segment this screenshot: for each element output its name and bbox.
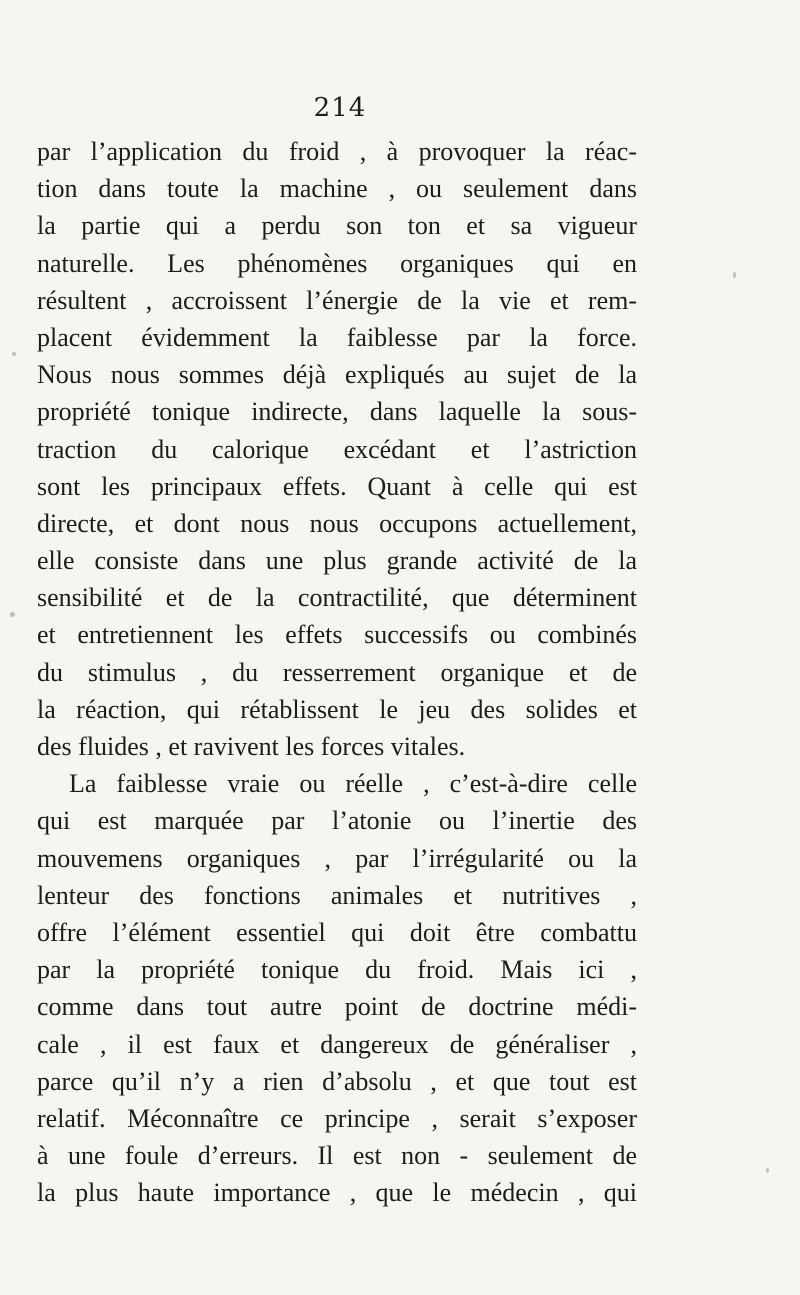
text-line: qui est marquée par l’atonie ou l’inertie des bbox=[37, 806, 637, 836]
paper-speck bbox=[733, 272, 736, 278]
paper-speck bbox=[10, 612, 15, 617]
text-line: du stimulus , du resserrement organique et de bbox=[37, 657, 637, 687]
text-line: cale , il est faux et dangereux de généraliser , bbox=[37, 1029, 637, 1059]
text-line: mouvemens organiques , par l’irrégularité ou la bbox=[37, 843, 637, 873]
text-line: placent évidemment la faiblesse par la force. bbox=[37, 322, 637, 352]
text-line: résultent , accroissent l’énergie de la vie et rem- bbox=[37, 285, 637, 315]
text-line: traction du calorique excédant et l’astriction bbox=[37, 434, 637, 464]
text-line: tion dans toute la machine , ou seulement dans bbox=[37, 174, 637, 204]
paper-speck bbox=[12, 352, 16, 356]
text-line: par la propriété tonique du froid. Mais ici , bbox=[37, 955, 637, 985]
text-line: sont les principaux effets. Quant à celle qui est bbox=[37, 471, 637, 501]
text-line: Nous nous sommes déjà expliqués au sujet de la bbox=[37, 360, 637, 390]
text-line: par l’application du froid , à provoquer la réac- bbox=[37, 137, 637, 166]
text-line: des fluides , et ravivent les forces vitales. bbox=[37, 732, 466, 761]
paper-speck bbox=[766, 1168, 769, 1173]
text-line: à une foule d’erreurs. Il est non - seulement de bbox=[37, 1141, 637, 1171]
page-number: 214 bbox=[313, 93, 367, 123]
text-line: la partie qui a perdu son ton et sa vigueur bbox=[37, 211, 637, 241]
text-line: La faiblesse vraie ou réelle , c’est-à-dire celle bbox=[69, 769, 637, 799]
text-line: relatif. Méconnaître ce principe , serait s’exposer bbox=[37, 1103, 637, 1133]
text-line: directe, et dont nous nous occupons actuellement, bbox=[37, 508, 637, 538]
text-line: parce qu’il n’y a rien d’absolu , et que tout est bbox=[37, 1066, 637, 1096]
text-line: lenteur des fonctions animales et nutritives , bbox=[37, 880, 637, 910]
page-body-text bbox=[37, 133, 637, 1211]
text-line: elle consiste dans une plus grande activité de la bbox=[37, 546, 637, 576]
text-line: offre l’élément essentiel qui doit être combattu bbox=[37, 917, 637, 947]
text-line: naturelle. Les phénomènes organiques qui en bbox=[37, 248, 637, 278]
text-line: la plus haute importance , que le médecin , qui bbox=[37, 1178, 637, 1208]
text-line: et entretiennent les effets successifs ou combinés bbox=[37, 620, 637, 650]
text-line: propriété tonique indirecte, dans laquelle la sous- bbox=[37, 397, 637, 427]
text-line: sensibilité et de la contractilité, que déterminent bbox=[37, 583, 637, 613]
text-line: la réaction, qui rétablissent le jeu des solides et bbox=[37, 694, 637, 724]
text-line: comme dans tout autre point de doctrine médi- bbox=[37, 992, 637, 1022]
